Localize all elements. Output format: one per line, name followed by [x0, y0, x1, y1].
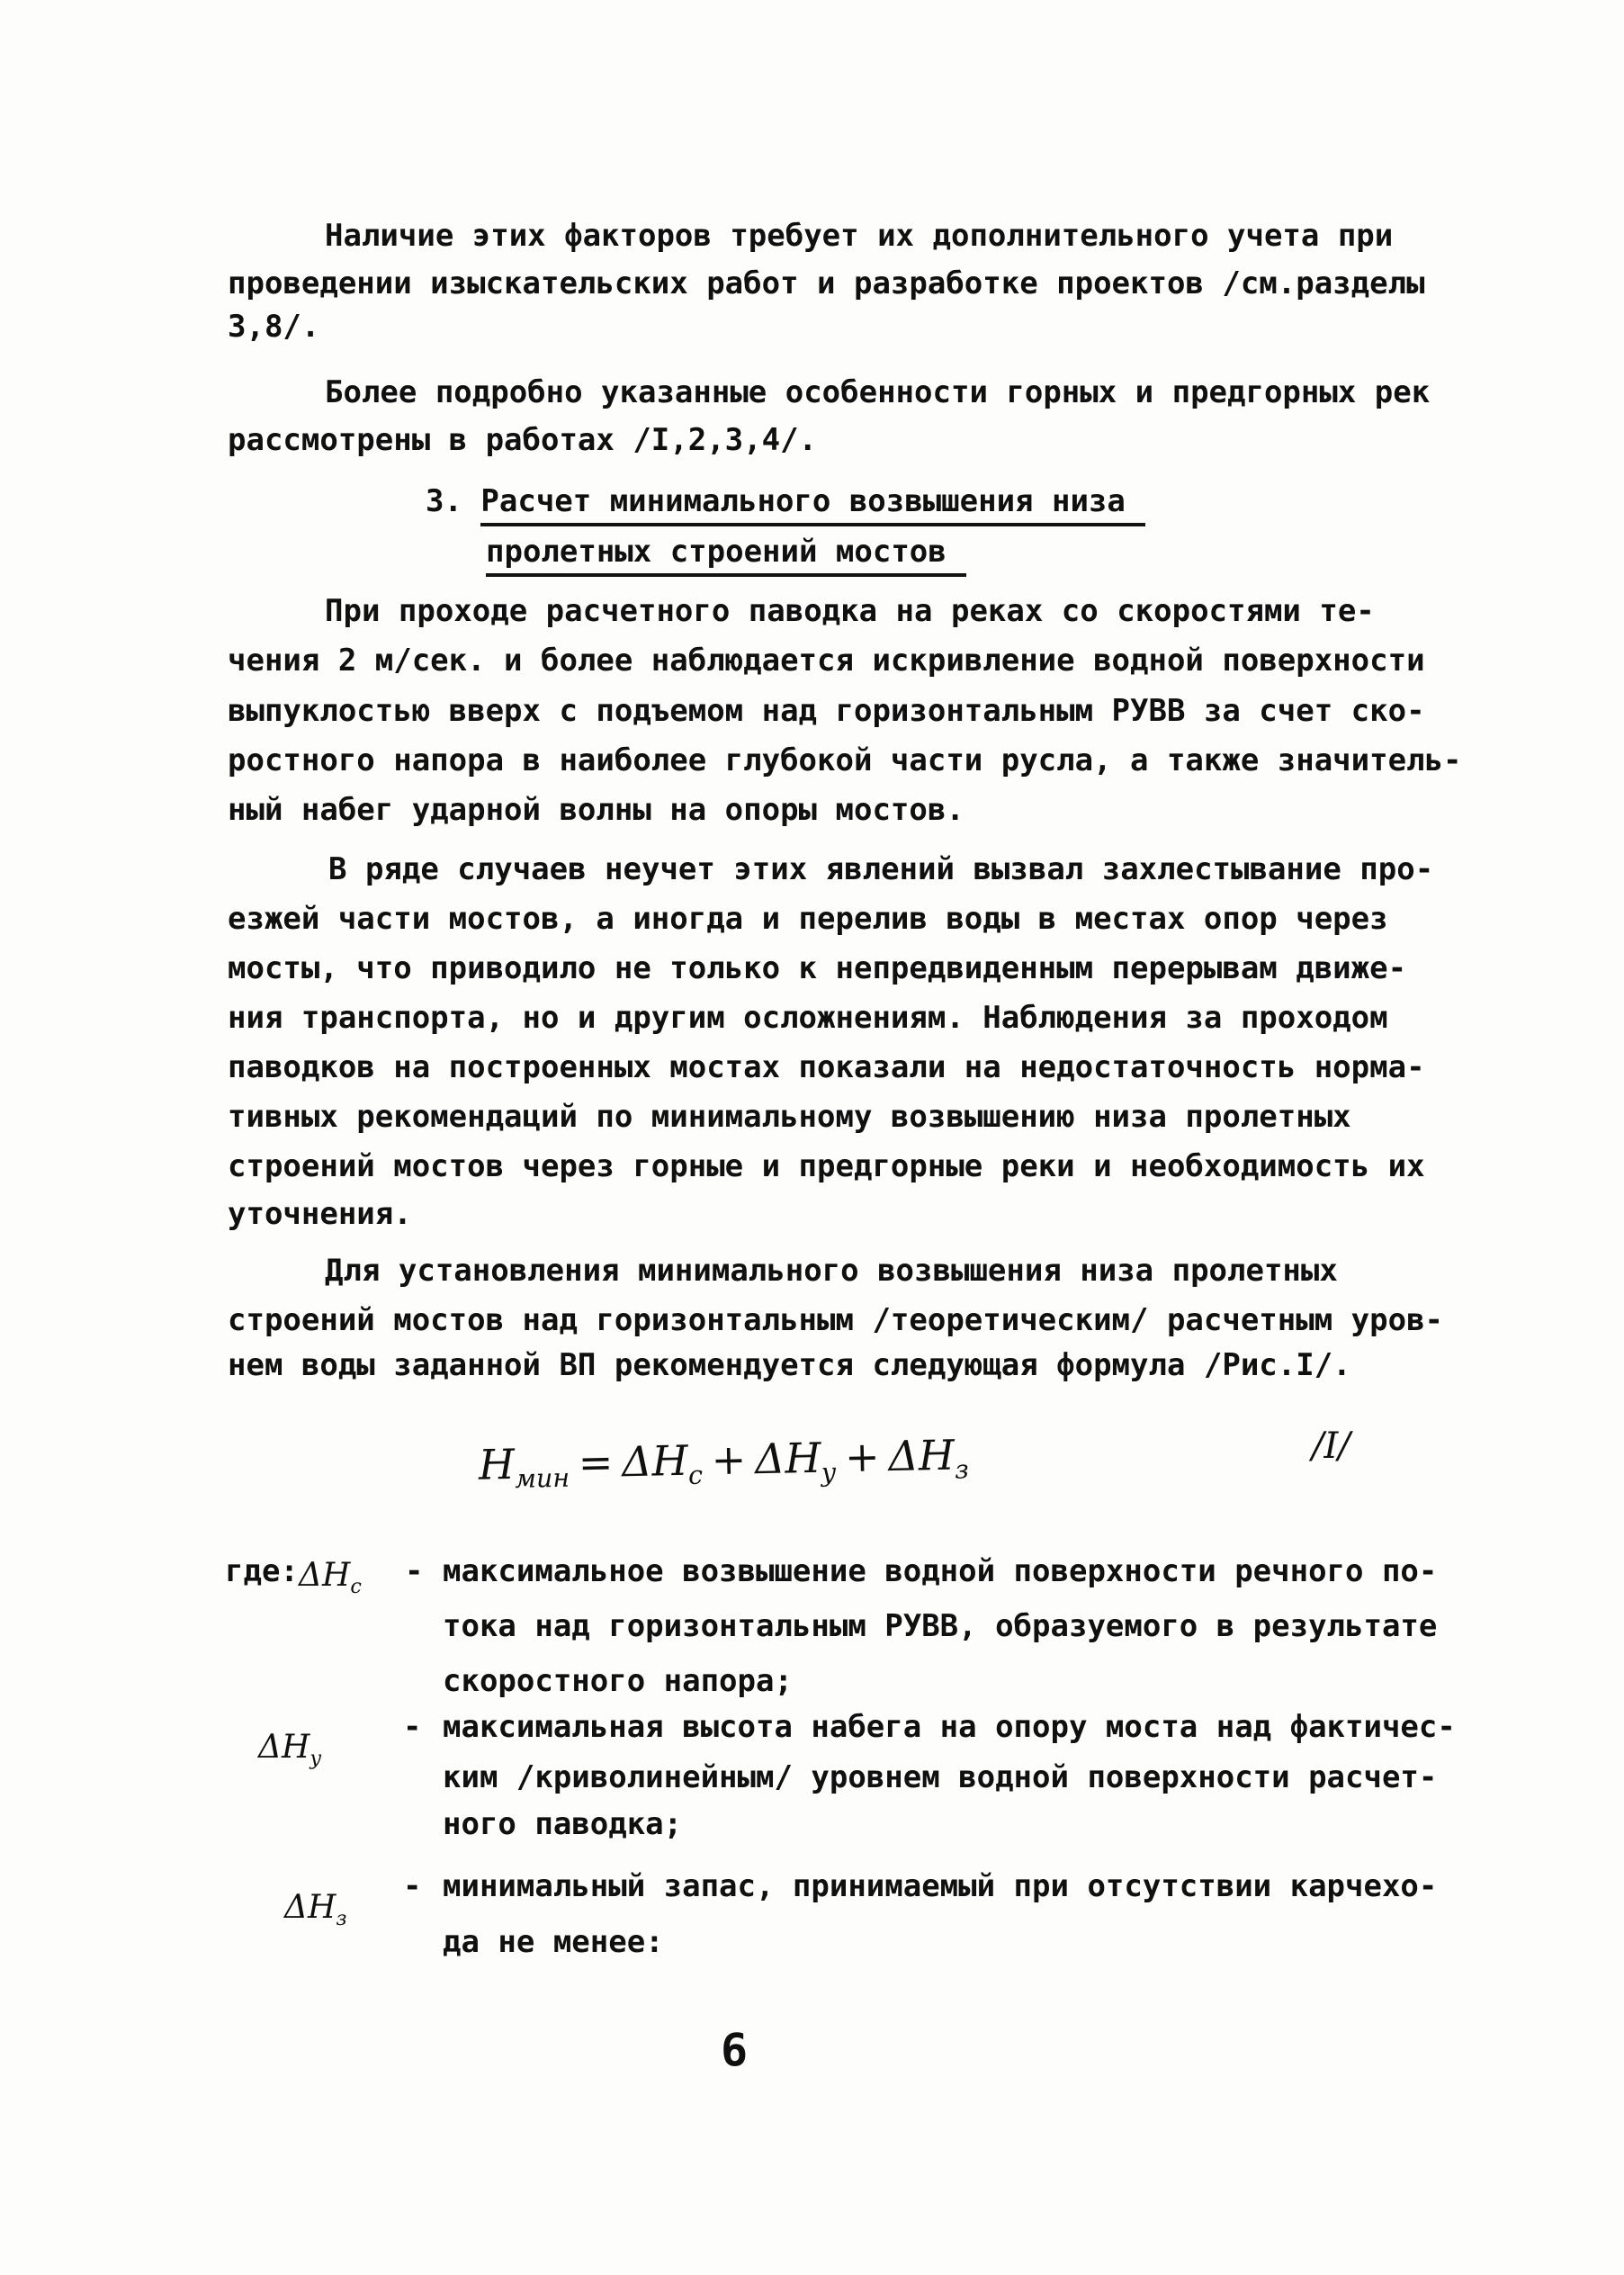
- paragraph-3-line-4: ростного напора в наиболее глубокой части русла, а также значитель-: [228, 742, 1462, 778]
- paragraph-3-line-3: выпуклостью вверх с подъемом над горизонтальным РУВВ за счет ско-: [228, 693, 1425, 729]
- formula-term-1: ΔН: [621, 1435, 689, 1487]
- paragraph-4-line-7: строений мостов через горные и предгорные реки и необходимость их: [228, 1148, 1425, 1184]
- paragraph-1-line-1: Наличие этих факторов требует их дополнительного учета при: [325, 218, 1394, 254]
- paragraph-3-line-1: При проходе расчетного паводка на реках со скоростями те-: [325, 593, 1375, 629]
- page-number: 6: [721, 2024, 749, 2076]
- section-heading-line-2: [486, 535, 966, 569]
- where-label: где:: [225, 1553, 299, 1589]
- paragraph-5-line-3: нем воды заданной ВП рекомендуется следующая формула /Рис.I/.: [228, 1347, 1351, 1383]
- delta-h-c-subscript: с: [350, 1575, 362, 1599]
- formula-lhs: Н: [478, 1439, 516, 1489]
- formula-term-2: ΔН: [754, 1433, 822, 1484]
- definition-1-line-2: тока над горизонтальным РУВВ, образуемого в результате: [443, 1608, 1438, 1644]
- section-heading-line-1: [426, 484, 1145, 518]
- paragraph-4-line-6: тивных рекомендаций по минимальному возвышению низа пролетных: [228, 1099, 1351, 1135]
- paragraph-4-line-5: паводков на построенных мостах показали на недостаточность норма-: [228, 1049, 1425, 1085]
- paragraph-4-line-1: В ряде случаев неучет этих явлений вызвал захлестывание про-: [328, 851, 1434, 887]
- formula-number: /I/: [1312, 1425, 1350, 1467]
- delta-h-z-subscript: з: [336, 1907, 347, 1931]
- paragraph-5-line-1: Для установления минимального возвышения низа пролетных: [325, 1253, 1338, 1289]
- paragraph-4-line-8: уточнения.: [228, 1196, 412, 1232]
- formula-equation: [478, 1430, 970, 1502]
- delta-h-c-base: ΔН: [299, 1557, 351, 1594]
- plus-sign-1: +: [711, 1434, 747, 1485]
- paragraph-2-line-2: рассмотрены в работах /I,2,3,4/.: [228, 422, 818, 458]
- formula-term-3-subscript: з: [954, 1454, 970, 1485]
- delta-h-y-symbol: [258, 1731, 321, 1775]
- paragraph-2-line-1: Более подробно указанные особенности горных и предгорных рек: [325, 374, 1431, 410]
- paragraph-1-line-3: 3,8/.: [228, 309, 320, 345]
- paragraph-4-line-2: езжей части мостов, а иногда и перелив воды в местах опор через: [228, 901, 1388, 937]
- plus-sign-2: +: [844, 1432, 881, 1482]
- definition-1-line-3: скоростного напора;: [443, 1663, 793, 1699]
- definition-1-dash: -: [405, 1553, 424, 1589]
- section-number: 3.: [426, 483, 481, 519]
- formula-term-3: ΔН: [887, 1430, 956, 1481]
- formula-term-1-subscript: с: [687, 1460, 704, 1491]
- definition-2-line-2: ким /криволинейным/ уровнем водной поверхности расчет-: [443, 1759, 1438, 1795]
- definition-3-line-1: минимальный запас, принимаемый при отсутствии карчехо-: [443, 1868, 1438, 1904]
- delta-h-c-symbol: [299, 1557, 362, 1603]
- definition-3-dash: -: [403, 1868, 422, 1904]
- delta-h-z-base: ΔН: [284, 1889, 336, 1926]
- paragraph-3-line-5: ный набег ударной волны на опоры мостов.: [228, 792, 965, 828]
- paragraph-4-line-3: мосты, что приводило не только к непредвиденным перерывам движе-: [228, 950, 1407, 986]
- delta-h-y-base: ΔН: [258, 1729, 310, 1766]
- delta-h-y-subscript: у: [310, 1747, 322, 1771]
- paragraph-3-line-2: чения 2 м/сек. и более наблюдается искривление водной поверхности: [228, 643, 1425, 679]
- section-heading-text-2: пролетных строений мостов: [486, 534, 966, 577]
- equals-sign: =: [578, 1437, 614, 1488]
- formula-term-2-subscript: у: [821, 1457, 837, 1488]
- paragraph-4-line-4: ния транспорта, но и другим осложнениям. Наблюдения за проходом: [228, 1000, 1388, 1036]
- delta-h-z-symbol: [284, 1889, 347, 1935]
- definition-2-line-3: ного паводка;: [443, 1806, 683, 1842]
- section-heading-text-1: Расчет минимального возвышения низа: [480, 483, 1144, 526]
- formula-lhs-subscript: мин: [514, 1462, 570, 1495]
- paragraph-5-line-2: строений мостов над горизонтальным /теоретическим/ расчетным уров-: [228, 1302, 1444, 1338]
- paragraph-1-line-2: проведении изыскательских работ и разработке проектов /см.разделы: [228, 265, 1425, 301]
- definition-1-line-1: максимальное возвышение водной поверхности речного по-: [443, 1553, 1438, 1589]
- definition-2-dash: -: [403, 1709, 422, 1745]
- definition-3-line-2: да не менее:: [443, 1924, 664, 1960]
- definition-2-line-1: максимальная высота набега на опору моста над фактичес-: [443, 1709, 1456, 1745]
